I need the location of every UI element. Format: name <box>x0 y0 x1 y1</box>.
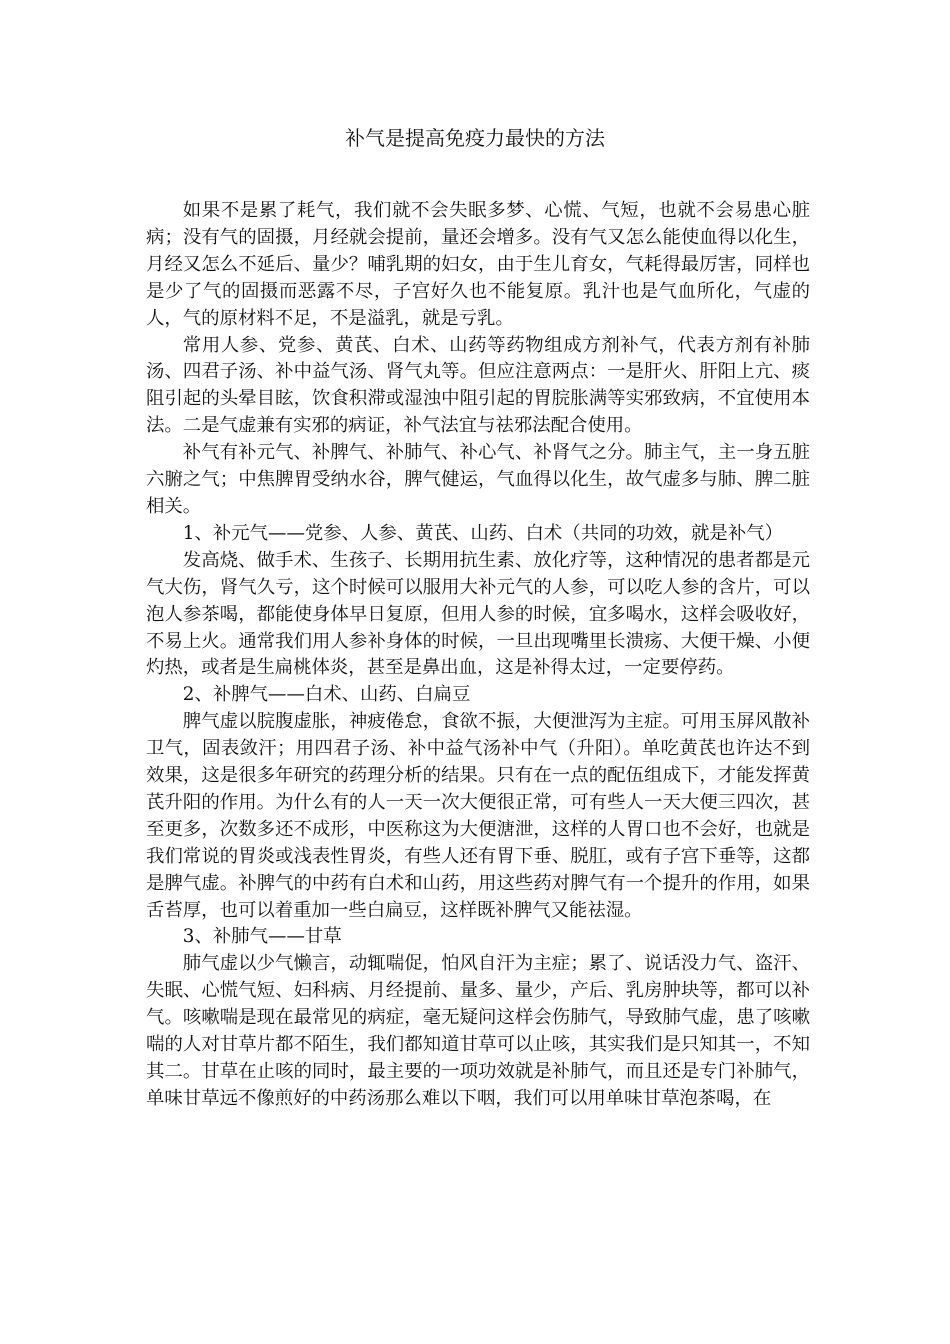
paragraph: 如果不是累了耗气，我们就不会失眠多梦、心慌、气短，也就不会易患心脏病；没有气的固摄，月经就会提前，量还会增多。没有气又怎么能使血得以化生，月经又怎么不延后、量少？哺乳期的妇女，由于生儿育女，气耗得最厉害，同样也是少了气的固摄而恶露不尽，子宫好久也不能复原。乳汁也是气血所化，气虚的人，气的原材料不足，不是溢乳，就是亏乳。 <box>146 200 810 329</box>
paragraph: 常用人参、党参、黄芪、白术、山药等药物组成方剂补气，代表方剂有补肺汤、四君子汤、补中益气汤、肾气丸等。但应注意两点：一是肝火、肝阳上亢、痰阻引起的头晕目眩，饮食积滞或湿浊中阻引起的胃脘胀满等实邪致病，不宜使用本法。二是气虚兼有实邪的病证，补气法宜与祛邪法配合使用。 <box>146 334 810 437</box>
paragraph: 发高烧、做手术、生孩子、长期用抗生素、放化疗等，这种情况的患者都是元气大伤，肾气久亏，这个时候可以服用大补元气的人参，可以吃人参的含片，可以泡人参茶喝，都能使身体早日复原，但用人参的时候，宜多喝水，这样会吸收好，不易上火。通常我们用人参补身体的时候，一旦出现嘴里长溃疡、大便干燥、小便灼热，或者是生扁桃体炎，甚至是鼻出血，这是补得太过，一定要停药。 <box>146 549 810 679</box>
document-title: 补气是提高免疫力最快的方法 <box>345 126 605 150</box>
section-heading: 3、补肺气——甘草 <box>182 926 342 948</box>
section-heading: 2、补脾气——白术、山药、白扁豆 <box>182 684 471 706</box>
document-body <box>146 198 810 1113</box>
paragraph: 肺气虚以少气懒言，动辄喘促，怕风自汗为主症；累了、说话没力气、盗汗、失眠、心慌气短、妇科病、月经提前、量多、量少，产后、乳房肿块等，都可以补气。咳嗽喘是现在最常见的病症，毫无疑问这样会伤肺气，导致肺气虚，患了咳嗽喘的人对甘草片都不陌生，我们都知道甘草可以止咳，其实我们是只知其一，不知其二。甘草在止咳的同时，最主要的一项功效就是补肺气，而且还是专门补肺气，单味甘草远不像煎好的中药汤那么难以下咽，我们可以用单味甘草泡茶喝，在 <box>146 953 810 1109</box>
paragraph: 补气有补元气、补脾气、补肺气、补心气、补肾气之分。肺主气，主一身五脏六腑之气；中焦脾胃受纳水谷，脾气健运，气血得以化生，故气虚多与肺、脾二脏相关。 <box>146 442 810 517</box>
section-heading: 1、补元气——党参、人参、黄芪、山药、白术（共同的功效，就是补气） <box>182 522 783 544</box>
paragraph: 脾气虚以脘腹虚胀，神疲倦怠，食欲不振，大便泄泻为主症。可用玉屏风散补卫气，固表敛汗；用四君子汤、补中益气汤补中气（升阳）。单吃黄芪也许达不到效果，这是很多年研究的药理分析的结果。只有在一点的配伍组成下，才能发挥黄芪升阳的作用。为什么有的人一天一次大便很正常，可有些人一天大便三四次，甚至更多，次数多还不成形，中医称这为大便溏泄，这样的人胃口也不会好，也就是我们常说的胃炎或浅表性胃炎，有些人还有胃下垂、脱肛，或有子宫下垂等，这都是脾气虚。补脾气的中药有白术和山药，用这些药对脾气有一个提升的作用，如果舌苔厚，也可以着重加一些白扁豆，这样既补脾气又能祛湿。 <box>146 711 810 921</box>
